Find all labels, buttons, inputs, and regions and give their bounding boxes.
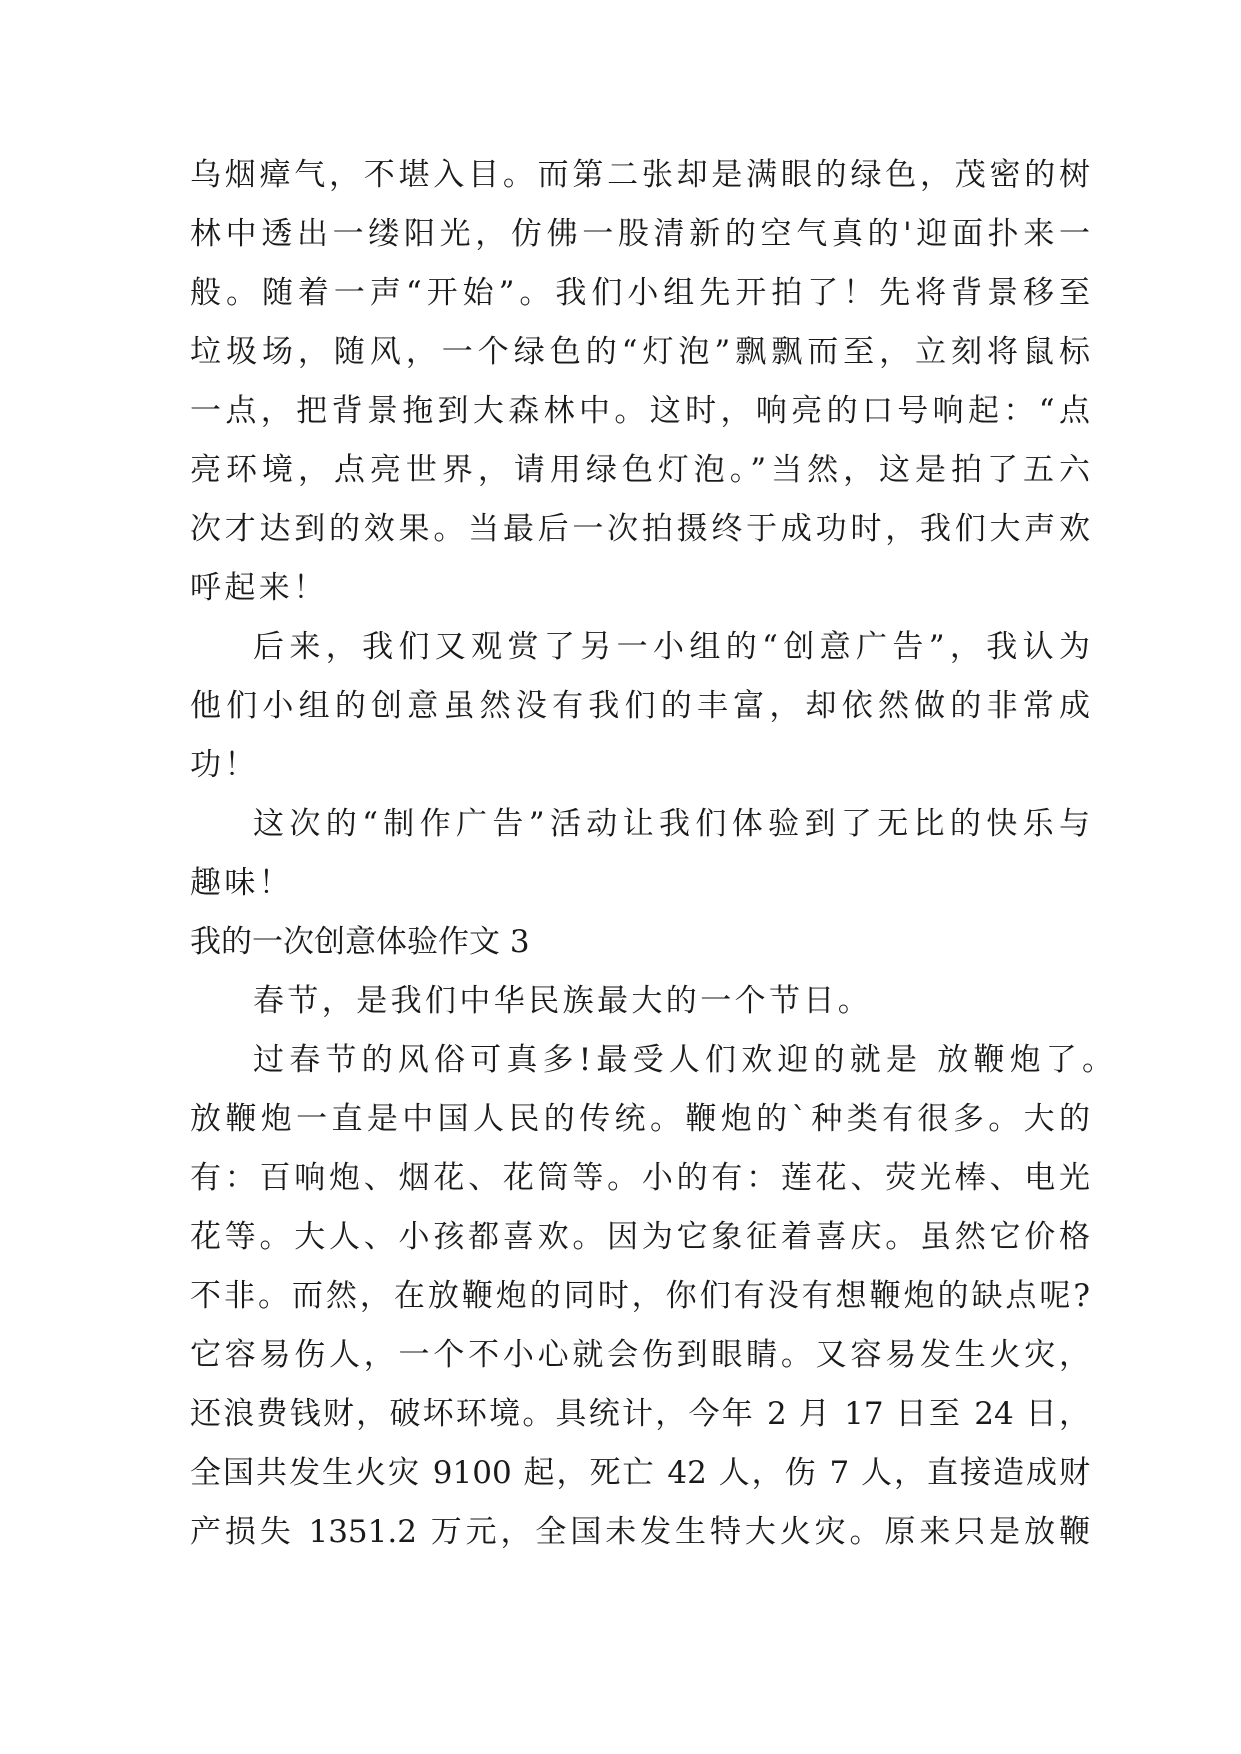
section-heading: 我的一次创意体验作文 3 [190,924,530,960]
text-line: 亮环境，点亮世界，请用绿色灯泡。”当然，这是拍了五六 [190,452,1090,488]
text-line: 乌烟瘴气，不堪入目。而第二张却是满眼的绿色，茂密的树 [190,157,1090,193]
text-line: 次才达到的效果。当最后一次拍摄终于成功时，我们大声欢 [190,511,1090,547]
text-line: 还浪费钱财，破坏环境。具统计，今年 2 月 17 日至 24 日， [190,1396,1090,1432]
text-line: 功！ [190,747,259,783]
text-line: 全国共发生火灾 9100 起，死亡 42 人，伤 7 人，直接造成财 [190,1455,1090,1491]
text-line: 有：百响炮、烟花、花筒等。小的有：莲花、荧光棒、电光 [190,1160,1090,1196]
text-line: 不非。而然，在放鞭炮的同时，你们有没有想鞭炮的缺点呢? [190,1278,1090,1314]
text-line: 放鞭炮一直是中国人民的传统。鞭炮的`种类有很多。大的 [190,1101,1090,1137]
text-line: 垃圾场，随风，一个绿色的“灯泡”飘飘而至，立刻将鼠标 [190,334,1090,370]
text-line: 林中透出一缕阳光，仿佛一股清新的空气真的'迎面扑来一 [190,216,1090,252]
paragraph-first-line: 这次的“制作广告”活动让我们体验到了无比的快乐与 [253,806,1090,842]
text-line: 它容易伤人，一个不小心就会伤到眼睛。又容易发生火灾， [190,1337,1090,1373]
paragraph-first-line: 后来，我们又观赏了另一小组的“创意广告”，我认为 [253,629,1090,665]
text-line: 般。随着一声“开始”。我们小组先开拍了！先将背景移至 [190,275,1090,311]
text-line: 花等。大人、小孩都喜欢。因为它象征着喜庆。虽然它价格 [190,1219,1090,1255]
paragraph-first-line: 春节，是我们中华民族最大的一个节日。 [253,983,873,1019]
text-line: 趣味！ [190,865,294,901]
text-line: 他们小组的创意虽然没有我们的丰富，却依然做的非常成 [190,688,1090,724]
text-line: 一点，把背景拖到大森林中。这时，响亮的口号响起：“点 [190,393,1090,429]
paragraph-first-line: 过春节的风俗可真多!最受人们欢迎的就是 放鞭炮了。 [253,1042,1113,1078]
text-line: 呼起来！ [190,570,328,606]
text-line: 产损失 1351.2 万元，全国未发生特大火灾。原来只是放鞭 [190,1514,1090,1550]
